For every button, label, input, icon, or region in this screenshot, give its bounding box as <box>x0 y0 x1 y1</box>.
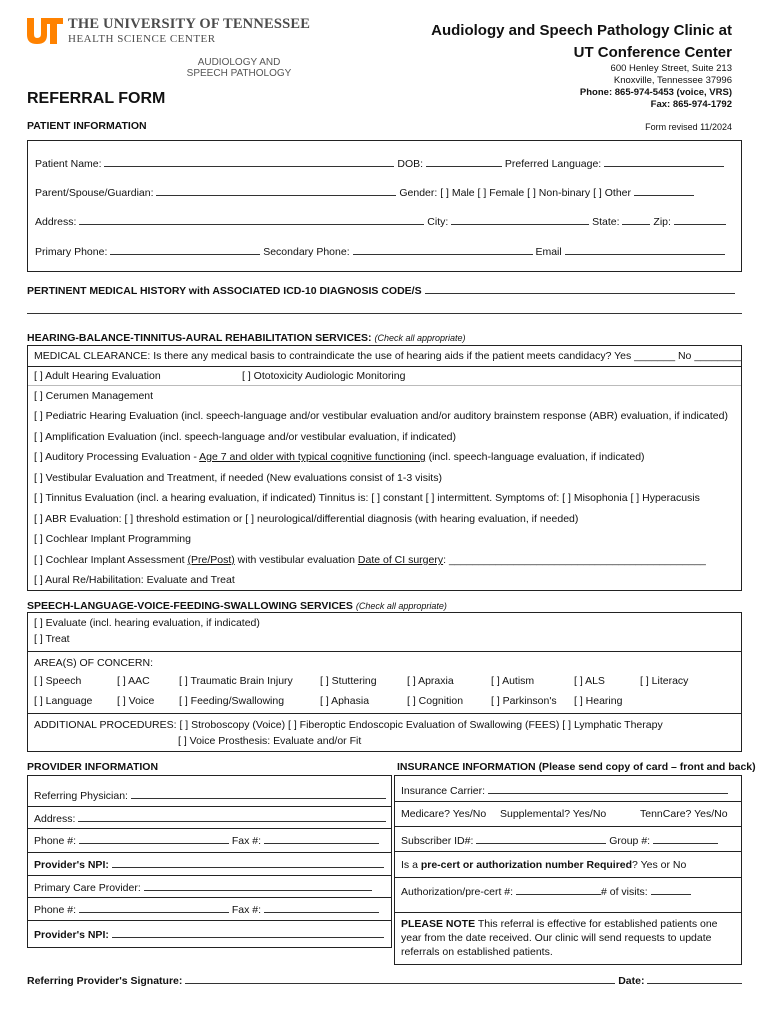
provider-address-field[interactable] <box>78 811 386 822</box>
clinic-phone: Phone: 865-974-5453 (voice, VRS) <box>579 87 732 98</box>
provider-fax-label: Fax #: <box>231 835 262 847</box>
guardian-label: Parent/Spouse/Guardian: <box>35 187 154 199</box>
clinic-title-line2: UT Conference Center <box>573 44 732 61</box>
supplemental-option[interactable]: Supplemental? Yes/No <box>500 808 607 820</box>
provider-heading: PROVIDER INFORMATION <box>27 761 159 773</box>
pcp-npi-field[interactable] <box>112 927 384 938</box>
gender-other-field[interactable] <box>634 185 694 196</box>
language-field[interactable] <box>604 156 724 167</box>
area-apraxia[interactable]: [ ] Apraxia <box>407 675 454 687</box>
secondary-phone-field[interactable] <box>353 244 533 255</box>
provider-fax-field[interactable] <box>264 833 379 844</box>
city-field[interactable] <box>451 214 589 225</box>
apd-label-end: (incl. speech-language evaluation, if indicated) <box>425 451 645 463</box>
provider-phone-field[interactable] <box>79 833 229 844</box>
logo-department <box>184 57 294 79</box>
pcp-phone-field[interactable] <box>79 902 229 913</box>
area-literacy[interactable]: [ ] Literacy <box>640 675 689 687</box>
subscriber-field[interactable] <box>476 833 606 844</box>
please-note-text: This referral is effective for established patients one year from the date received. Our clinic will send requests to update referrals on established patients. <box>401 918 718 958</box>
email-label: Email <box>535 246 562 258</box>
vestibular-option[interactable]: [ ] Vestibular Evaluation and Treatment, if needed (New evaluations consist of 1-3 visits) <box>34 472 442 484</box>
primary-phone-field[interactable] <box>110 244 260 255</box>
clinic-address <box>580 63 732 111</box>
address-street: 600 Henley Street, Suite 213 <box>610 63 732 74</box>
hearing-services-box <box>27 345 742 591</box>
clinic-title <box>431 20 732 64</box>
insurance-heading-note: (Please send copy of card – front and back) <box>538 761 756 773</box>
logo-university-name: THE UNIVERSITY OF TENNESSEE <box>68 16 311 32</box>
provider-phone-label: Phone #: <box>34 835 77 847</box>
signature-label: Referring Provider's Signature: <box>27 975 183 987</box>
precert-question[interactable] <box>401 859 686 871</box>
primary-phone-label: Primary Phone: <box>35 246 108 258</box>
area-language[interactable]: [ ] Language <box>34 695 93 707</box>
form-revised-date: Form revised 11/2024 <box>645 122 732 132</box>
auditory-processing-option[interactable] <box>34 451 645 463</box>
please-note-label: PLEASE NOTE <box>401 918 476 930</box>
ci-surgery-date-label: Date of CI surgery <box>357 554 444 566</box>
zip-label: Zip: <box>653 216 671 228</box>
ci-assessment-option[interactable] <box>34 554 706 566</box>
insurance-heading <box>397 761 756 773</box>
provider-npi-field[interactable] <box>112 857 384 868</box>
address-label: Address: <box>35 216 77 228</box>
patient-name-field[interactable] <box>104 156 394 167</box>
patient-info-heading: PATIENT INFORMATION <box>27 120 147 132</box>
area-stuttering[interactable]: [ ] Stuttering <box>320 675 377 687</box>
ci-label: [ ] Cochlear Implant Assessment <box>34 554 188 566</box>
speech-heading-text: SPEECH-LANGUAGE-VOICE-FEEDING-SWALLOWING SERVICES <box>27 600 353 612</box>
gender-options[interactable]: Gender: [ ] Male [ ] Female [ ] Non-binary [ ] Other <box>399 187 632 199</box>
areas-heading: AREA(S) OF CONCERN: <box>34 657 154 669</box>
area-aphasia[interactable]: [ ] Aphasia <box>320 695 370 707</box>
group-field[interactable] <box>653 833 718 844</box>
pcp-phone-label: Phone #: <box>34 904 77 916</box>
logo-hsc-name: HEALTH SCIENCE CENTER <box>68 33 216 45</box>
date-field[interactable] <box>647 973 742 984</box>
authorization-field[interactable] <box>516 884 601 895</box>
referring-physician-field[interactable] <box>131 788 386 799</box>
provider-info-box <box>27 775 392 948</box>
precert-question-bold: pre-cert or authorization number Required <box>420 859 633 871</box>
speech-services-box <box>27 612 742 752</box>
voice-prosthesis-option[interactable]: [ ] Voice Prosthesis: Evaluate and/or Fit <box>178 735 362 747</box>
ototoxicity-option[interactable]: [ ] Ototoxicity Audiologic Monitoring <box>242 370 406 382</box>
address-field[interactable] <box>79 214 424 225</box>
hearing-heading-note: (Check all appropriate) <box>374 333 466 343</box>
precert-question-end: ? Yes or No <box>632 859 687 871</box>
aural-rehab-option[interactable]: [ ] Aural Re/Habilitation: Evaluate and Treat <box>34 574 235 586</box>
medicare-option[interactable]: Medicare? Yes/No <box>401 808 487 820</box>
ci-surgery-date-field[interactable]: : ____________________________________________ <box>443 554 706 566</box>
provider-address-label: Address: <box>34 813 76 825</box>
ci-programming-option[interactable]: [ ] Cochlear Implant Programming <box>34 533 191 545</box>
tenncare-option[interactable]: TennCare? Yes/No <box>640 808 728 820</box>
dob-label: DOB: <box>397 158 424 170</box>
tinnitus-option[interactable]: [ ] Tinnitus Evaluation (incl. a hearing evaluation, if indicated) Tinnitus is: [ ] constant [ ] intermittent. Symptoms of: [ ] Misophonia [ ] Hyperacusis <box>34 492 700 504</box>
area-cognition[interactable]: [ ] Cognition <box>407 695 464 707</box>
patient-name-label: Patient Name: <box>35 158 102 170</box>
guardian-field[interactable] <box>156 185 396 196</box>
form-title: REFERRAL FORM <box>27 90 166 107</box>
area-speech[interactable]: [ ] Speech <box>34 675 82 687</box>
pcp-fax-label: Fax #: <box>231 904 262 916</box>
ut-logo-icon <box>27 18 63 44</box>
provider-npi-label: Provider's NPI: <box>34 859 109 871</box>
subscriber-label: Subscriber ID#: <box>401 835 474 847</box>
insurance-info-box <box>394 775 742 965</box>
hearing-heading-text: HEARING-BALANCE-TINNITUS-AURAL REHABILITATION SERVICES: <box>27 332 372 344</box>
area-parkinsons[interactable]: [ ] Parkinson's <box>491 695 557 707</box>
state-field[interactable] <box>622 214 650 225</box>
ci-vestibular: with vestibular evaluation <box>234 554 358 566</box>
dob-field[interactable] <box>426 156 502 167</box>
additional-procedures[interactable]: ADDITIONAL PROCEDURES: [ ] Stroboscopy (Voice) [ ] Fiberoptic Endoscopic Evaluation of Swallowing (FEES) [ ] Lymphatic Therapy <box>34 719 663 731</box>
history-field[interactable] <box>425 283 735 294</box>
carrier-field[interactable] <box>488 783 728 794</box>
area-voice[interactable]: [ ] Voice <box>117 695 155 707</box>
history-field-line2[interactable] <box>27 313 742 314</box>
secondary-phone-label: Secondary Phone: <box>263 246 350 258</box>
pcp-fax-field[interactable] <box>264 902 379 913</box>
adult-hearing-eval-option[interactable]: [ ] Adult Hearing Evaluation <box>34 370 161 382</box>
pcp-npi-label: Provider's NPI: <box>34 929 109 941</box>
insurance-heading-text: INSURANCE INFORMATION <box>397 761 536 773</box>
precert-question-start: Is a <box>401 859 421 871</box>
zip-field[interactable] <box>674 214 726 225</box>
area-feeding[interactable]: [ ] Feeding/Swallowing <box>179 695 285 707</box>
area-hearing[interactable]: [ ] Hearing <box>574 695 623 707</box>
speech-treat-option[interactable]: [ ] Treat <box>34 633 70 645</box>
area-autism[interactable]: [ ] Autism <box>491 675 535 687</box>
history-heading <box>27 283 735 297</box>
visits-field[interactable] <box>651 884 691 895</box>
clinic-fax: Fax: 865-974-1792 <box>650 99 732 110</box>
history-heading-text: PERTINENT MEDICAL HISTORY with ASSOCIATED ICD-10 DIAGNOSIS CODE/S <box>27 285 422 297</box>
area-aac[interactable]: [ ] AAC <box>117 675 150 687</box>
visits-label: # of visits: <box>600 886 648 898</box>
area-tbi[interactable]: [ ] Traumatic Brain Injury <box>179 675 293 687</box>
cerumen-option[interactable]: [ ] Cerumen Management <box>34 390 154 402</box>
amplification-option[interactable]: [ ] Amplification Evaluation (incl. speech-language and/or vestibular evaluation, if indicated) <box>34 431 456 443</box>
apd-age-note: Age 7 and older with typical cognitive functioning <box>199 451 426 463</box>
medical-clearance[interactable]: MEDICAL CLEARANCE: Is there any medical basis to contraindicate the use of hearing aids if the patient meets candidacy? Yes _______ No ________ <box>34 350 742 362</box>
pediatric-eval-option[interactable]: [ ] Pediatric Hearing Evaluation (incl. speech-language and/or vestibular evaluation and/or auditory brainstem response (ABR) evaluation, if indicated) <box>34 410 728 422</box>
speech-heading-note: (Check all appropriate) <box>355 601 447 611</box>
pcp-field[interactable] <box>144 880 372 891</box>
logo-department-line2: SPEECH PATHOLOGY <box>186 68 292 79</box>
area-als[interactable]: [ ] ALS <box>574 675 605 687</box>
please-note <box>401 917 721 959</box>
logo-department-line1: AUDIOLOGY AND <box>197 57 281 68</box>
group-label: Group #: <box>609 835 651 847</box>
language-label: Preferred Language: <box>504 158 602 170</box>
clinic-title-line1: Audiology and Speech Pathology Clinic at <box>431 22 732 39</box>
referring-physician-label: Referring Physician: <box>34 790 128 802</box>
email-field[interactable] <box>565 244 725 255</box>
hearing-heading <box>27 332 466 344</box>
ci-pre-post: (Pre/Post) <box>187 554 235 566</box>
address-city: Knoxville, Tennessee 37996 <box>613 75 732 86</box>
city-label: City: <box>427 216 449 228</box>
pcp-label: Primary Care Provider: <box>34 882 141 894</box>
speech-heading <box>27 600 447 612</box>
authorization-label: Authorization/pre-cert #: <box>401 886 514 898</box>
apd-label: [ ] Auditory Processing Evaluation - <box>34 451 200 463</box>
state-label: State: <box>592 216 620 228</box>
patient-info-box <box>27 140 742 272</box>
speech-evaluate-option[interactable]: [ ] Evaluate (incl. hearing evaluation, if indicated) <box>34 617 260 629</box>
signature-field[interactable] <box>185 973 615 984</box>
carrier-label: Insurance Carrier: <box>401 785 486 797</box>
abr-option[interactable]: [ ] ABR Evaluation: [ ] threshold estimation or [ ] neurological/differential diagnosis (with hearing evaluation, if needed) <box>34 513 579 525</box>
date-label: Date: <box>618 975 645 987</box>
